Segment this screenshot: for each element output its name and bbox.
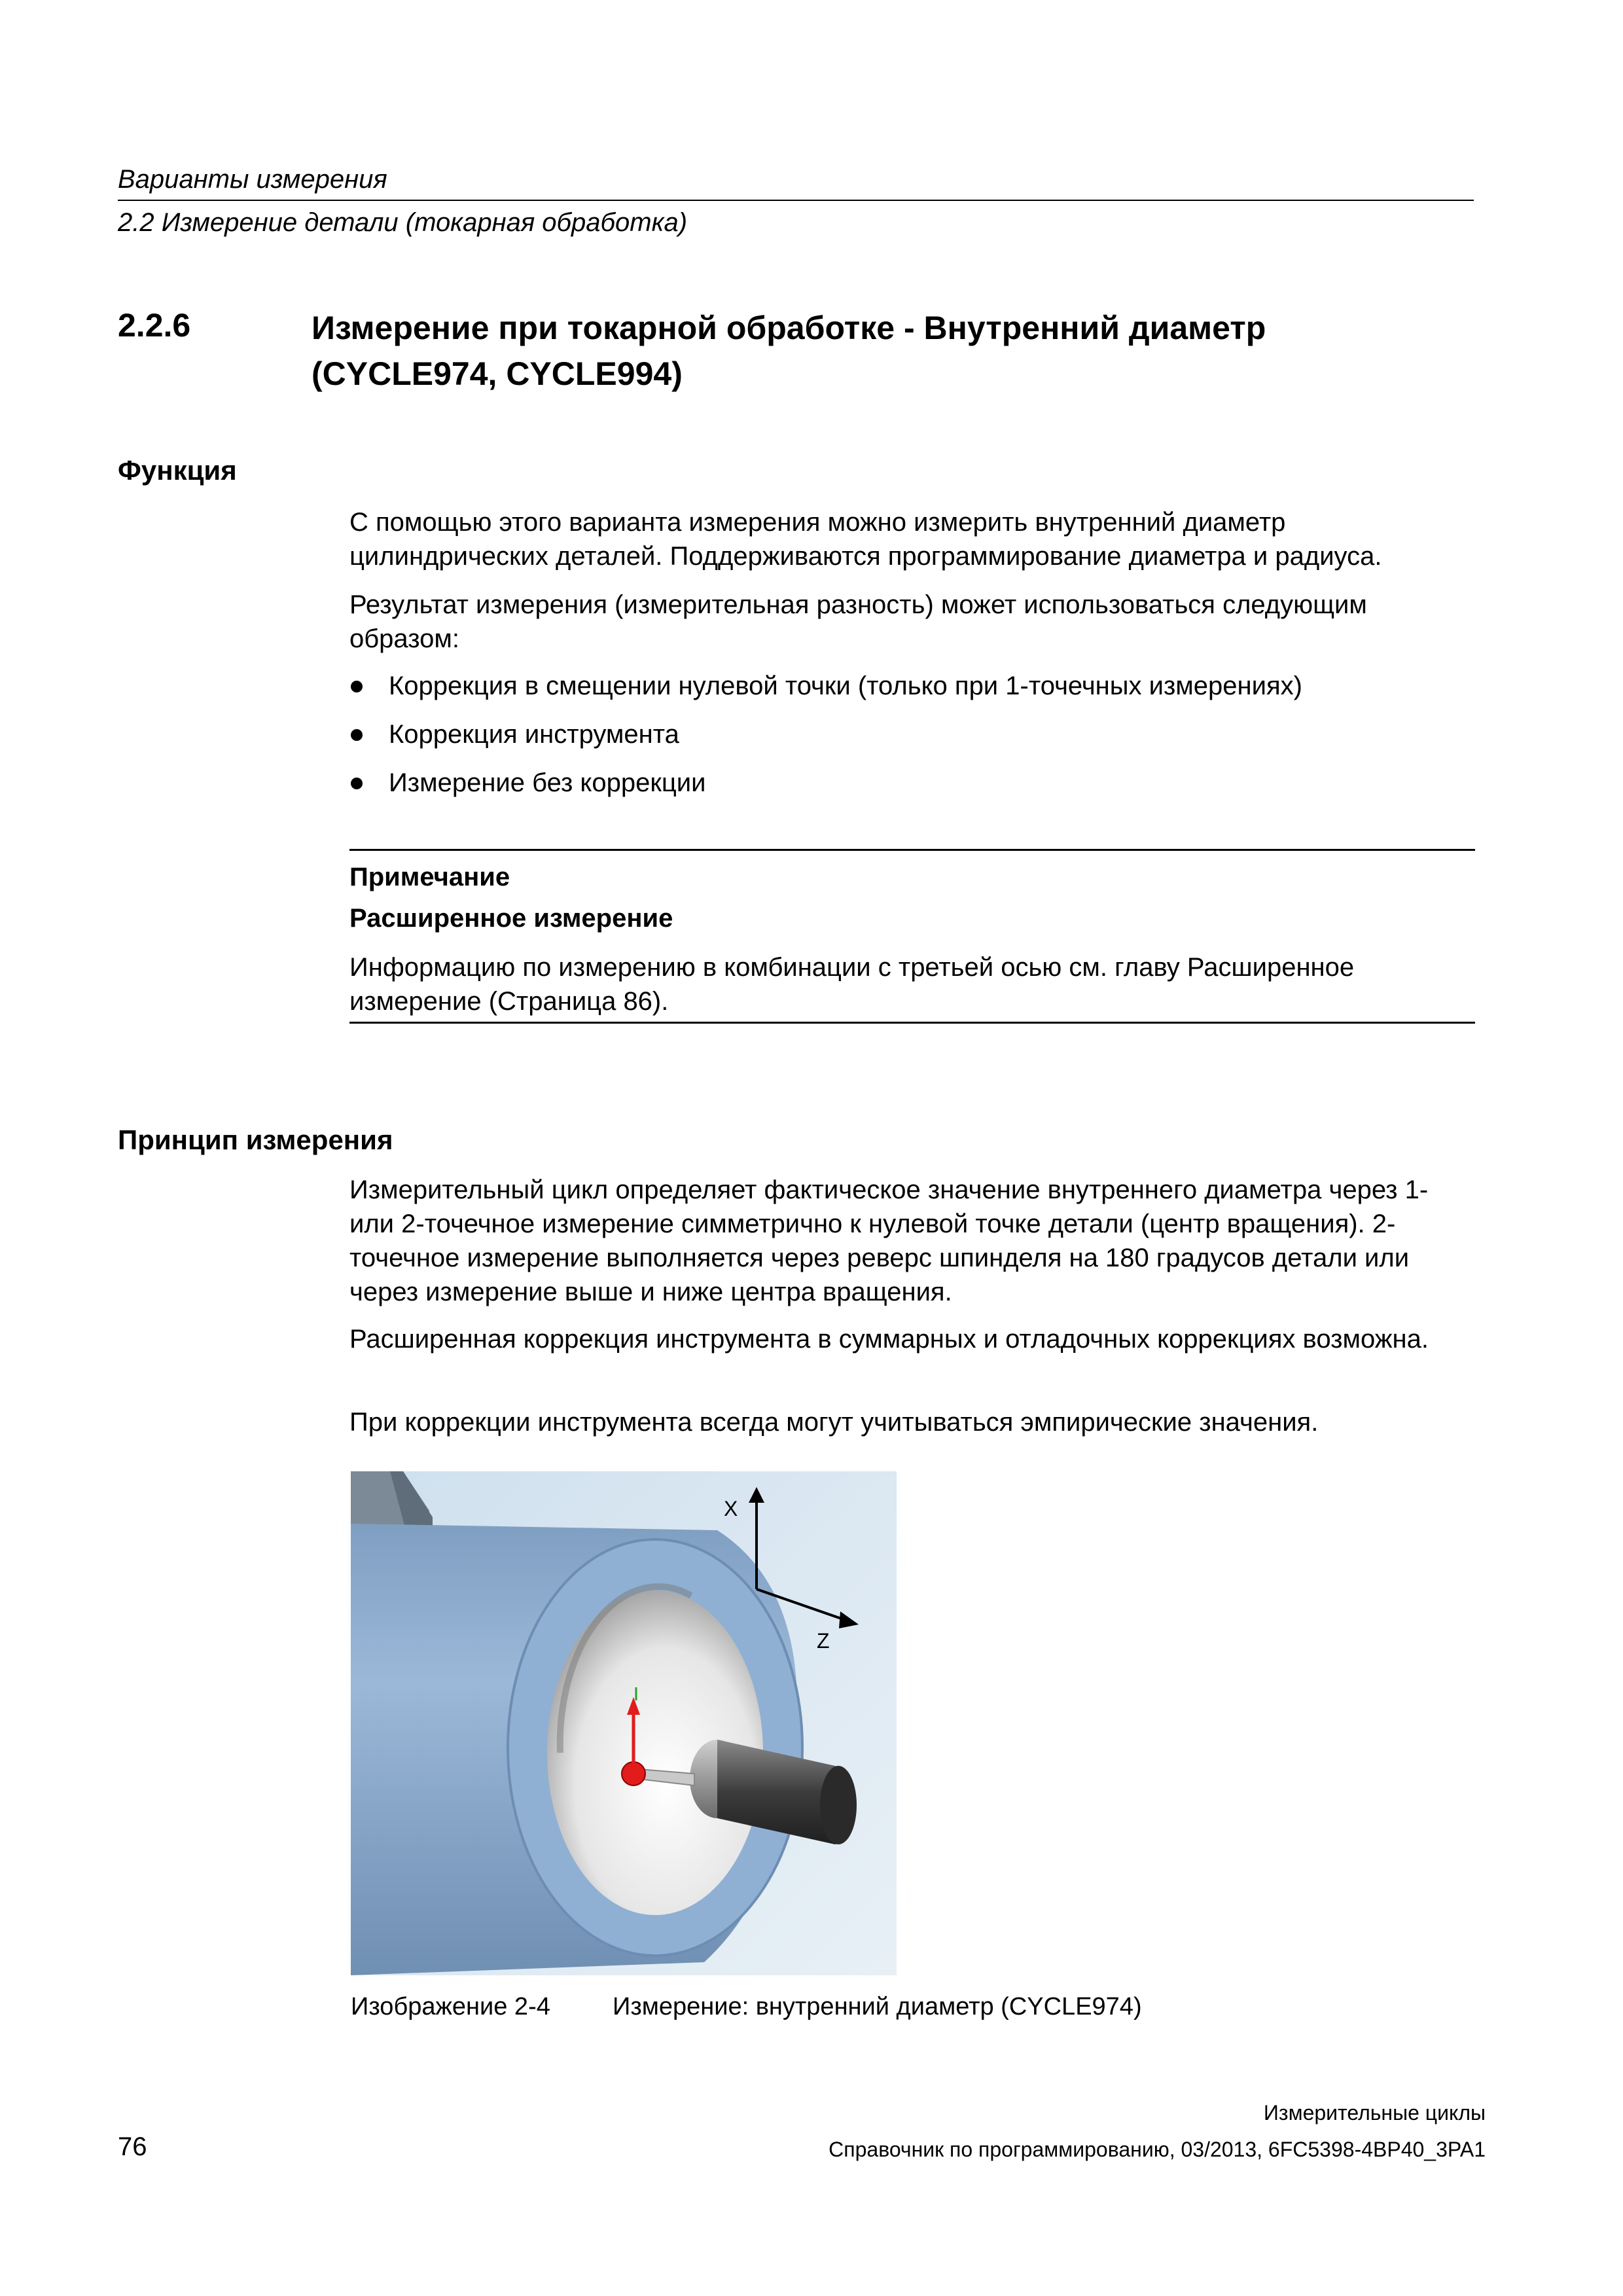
bullet-item: Измерение без коррекции bbox=[349, 766, 1475, 800]
principle-paragraph-3: При коррекции инструмента всегда могут учитываться эмпирические значения. bbox=[349, 1408, 1319, 1437]
section-title: Измерение при токарной обработке - Внутренний диаметр (CYCLE974, CYCLE994) bbox=[312, 310, 1266, 392]
function-paragraph-2: Результат измерения (измерительная разность) может использоваться следующим образом: bbox=[349, 590, 1367, 653]
principle-paragraph-2: Расширенная коррекция инструмента в суммарных и отладочных коррекциях возможна. bbox=[349, 1325, 1429, 1354]
header-rule bbox=[118, 200, 1474, 201]
x-axis-label: X bbox=[724, 1497, 738, 1520]
footer-reference: Справочник по программированию, 03/2013, 6FC5398-4BP40_3PA1 bbox=[829, 2138, 1486, 2161]
note-top-rule bbox=[349, 849, 1475, 851]
bullet-item: Коррекция в смещении нулевой точки (только при 1-точечных измерениях) bbox=[349, 669, 1475, 703]
function-heading: Функция bbox=[118, 455, 237, 486]
bullet-item: Коррекция инструмента bbox=[349, 717, 1475, 751]
header-chapter: Варианты измерения bbox=[118, 165, 387, 194]
note-title: Расширенное измерение bbox=[349, 904, 673, 933]
principle-heading: Принцип измерения bbox=[118, 1124, 393, 1155]
figure-caption-label: Изображение 2-4 bbox=[351, 1993, 550, 2020]
section-number: 2.2.6 bbox=[118, 307, 191, 344]
header-section: 2.2 Измерение детали (токарная обработка) bbox=[118, 208, 688, 237]
figure-caption-text: Измерение: внутренний диаметр (CYCLE974) bbox=[613, 1993, 1142, 2020]
footer-book-title: Измерительные циклы bbox=[1263, 2101, 1486, 2125]
note-bottom-rule bbox=[349, 1022, 1475, 1024]
probe-tip bbox=[622, 1762, 645, 1785]
function-paragraph-1: С помощью этого варианта измерения можно измерить внутренний диаметр цилиндрических деталей. Поддерживаются программирование диаметра и радиуса. bbox=[349, 508, 1382, 571]
measurement-figure bbox=[351, 1471, 897, 1975]
note-text: Информацию по измерению в комбинации с третьей осью см. главу Расширенное измерение (Страница 86). bbox=[349, 953, 1355, 1016]
z-axis-label: Z bbox=[817, 1629, 830, 1653]
note-label: Примечание bbox=[349, 863, 510, 891]
page-number: 76 bbox=[118, 2132, 147, 2161]
principle-paragraph-1: Измерительный цикл определяет фактическое значение внутреннего диаметра через 1- или 2-точечное измерение симметрично к нулевой точке детали (центр вращения). 2-точечное измерение выполняется через реверс шпинделя на 180 градусов детали или через измерение выше и ниже центра вращения. bbox=[349, 1175, 1429, 1306]
function-bullet-list bbox=[349, 669, 1475, 814]
